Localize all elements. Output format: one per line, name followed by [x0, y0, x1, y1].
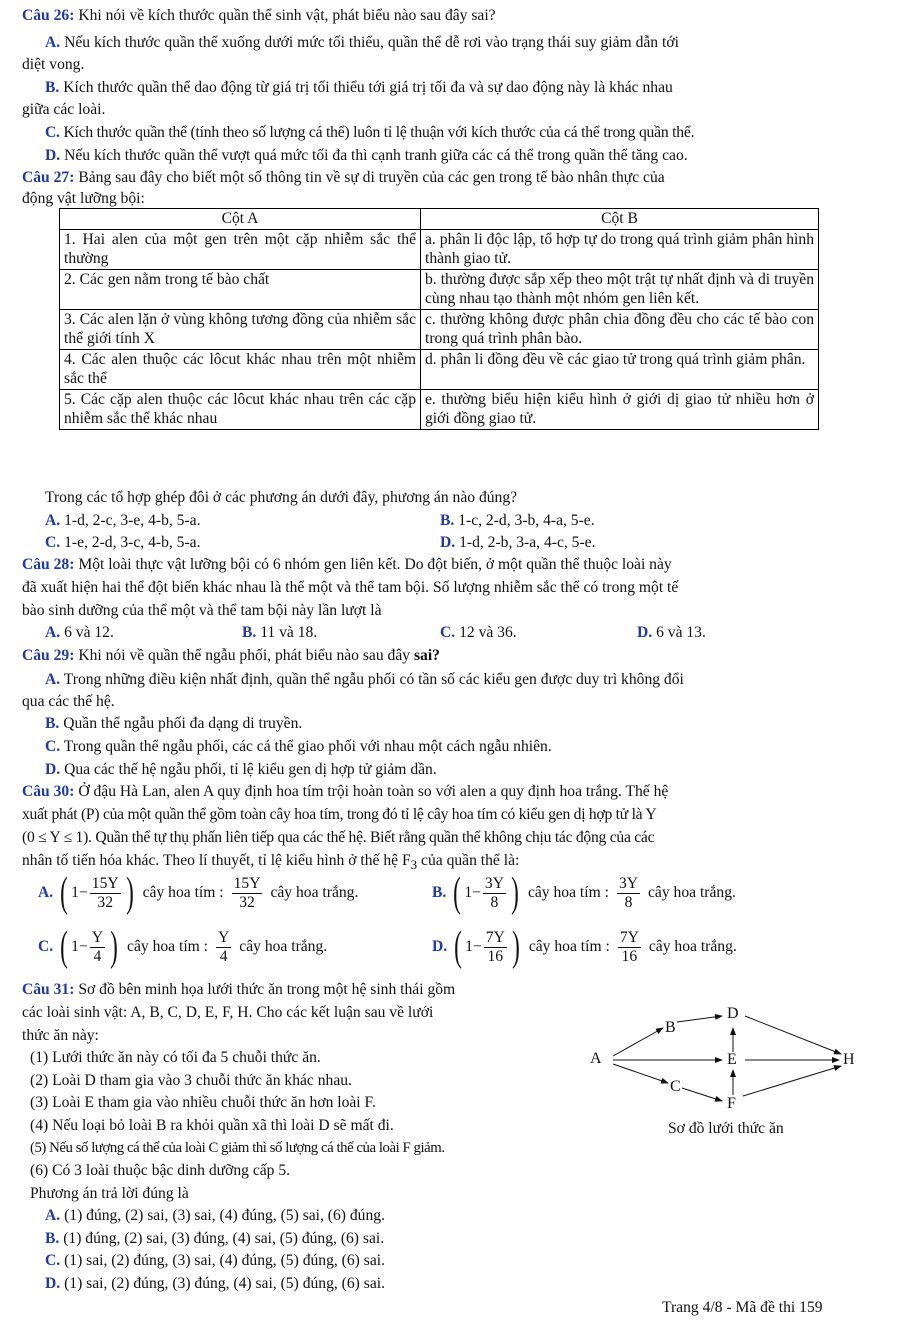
option-text: Trong những điều kiện nhất định, quần thể ngẫu phối có tần số các kiểu gen được duy trì không đổi [63, 671, 684, 688]
option-label: D. [45, 1275, 61, 1292]
white-label: cây hoa trắng. [270, 884, 359, 901]
q29-option-c [45, 737, 552, 756]
table-cell-a: 1. Hai alen của một gen trên một cặp nhiễm sắc thể thường [60, 229, 421, 269]
option-label: D. [637, 624, 653, 641]
q31-option-b [45, 1229, 384, 1248]
q30-option-d [432, 922, 737, 972]
q29-stem [22, 646, 440, 665]
q27-stem [22, 168, 665, 187]
table-cell-a: 5. Các cặp alen thuộc các lôcut khác nhau trên các cặp nhiễm sắc thể khác nhau [60, 389, 421, 429]
node-h: H [843, 1051, 855, 1068]
node-b: B [665, 1019, 676, 1036]
table-cell-b: b. thường được sắp xếp theo một trật tự nhất định và di truyền cùng nhau tạo thành một nhóm gen liên kết. [421, 269, 819, 309]
table-cell-b: d. phân li đồng đều về các giao tử trong quá trình giảm phân. [421, 349, 819, 389]
fraction [232, 875, 263, 912]
option-text: 6 và 12. [64, 624, 114, 641]
q27-stem-cont: động vật lưỡng bội: [22, 190, 145, 207]
denominator: 32 [97, 893, 113, 911]
option-text: (1) đúng, (2) sai, (3) sai, (4) đúng, (5) sai, (6) đúng. [64, 1207, 385, 1224]
fraction [483, 875, 506, 912]
q27-text: Bảng sau đây cho biết một số thông tin về sự di truyền của các gen trong tế bào nhân thực của [78, 169, 665, 186]
option-label: A. [45, 1207, 61, 1224]
q30-option-c [38, 922, 327, 972]
numerator: 3Y [618, 874, 639, 892]
q30-stem-cont-1: xuất phát (P) của một quần thể gồm toàn cây hoa tím, trong đó tỉ lệ cây hoa tím có kiểu gen dị hợp tử là Y [22, 806, 657, 823]
q31-statement-6: (6) Có 3 loài thuộc bậc dinh dưỡng cấp 5. [30, 1162, 291, 1179]
option-label: B. [440, 512, 455, 529]
minus-sign: − [78, 938, 88, 955]
numerator: 3Y [484, 874, 504, 892]
option-label: A. [45, 512, 61, 529]
fraction [617, 875, 640, 912]
diagram-caption: Sơ đồ lưới thức ăn [668, 1120, 784, 1137]
q28-label: Câu 28: [22, 556, 75, 573]
option-text: Nếu kích thước quần thể xuống dưới mức tối thiểu, quần thể dễ rơi vào trạng thái suy giảm dẫn tới [64, 34, 679, 51]
white-label: cây hoa trắng. [648, 938, 737, 955]
denominator: 8 [490, 893, 499, 911]
option-label: D. [45, 761, 61, 778]
table-cell-a: 4. Các alen thuộc các lôcut khác nhau trên một nhiễm sắc thể [60, 349, 421, 389]
option-text: Qua các thế hệ ngẫu phối, tỉ lệ kiểu gen dị hợp tử giảm dần. [64, 761, 437, 778]
q26-option-b [45, 78, 673, 97]
minus-sign: − [78, 884, 88, 901]
one: 1 [71, 884, 79, 901]
q30-text: Ở đậu Hà Lan, alen A quy định hoa tím trội hoàn toàn so với alen a quy định hoa trắng. Thế hệ [78, 783, 669, 800]
q28-stem-cont-1: đã xuất hiện hai thể đột biến khác nhau là thể một và thể tam bội. Số lượng nhiễm sắc thể có trong một tế [22, 579, 679, 596]
expression: ( 1 − $\frac{Y}{4}$ ) [60, 924, 118, 970]
table-cell-b: e. thường biểu hiện kiểu hình ở giới dị giao tử nhiều hơn ở giới đồng giao tử. [421, 389, 819, 429]
q31-statement-5: (5) Nếu số lượng cá thể của loài C giảm thì số lượng cá thể của loài F giảm. [30, 1140, 445, 1156]
node-e: E [727, 1051, 737, 1068]
q30-label: Câu 30: [22, 783, 75, 800]
table-row [60, 389, 819, 429]
q28-option-b [242, 623, 317, 642]
q31-option-d [45, 1274, 385, 1293]
white-label: cây hoa trắng. [239, 938, 328, 955]
q27-question: Trong các tổ hợp ghép đôi ở các phương án dưới đây, phương án nào đúng? [45, 489, 518, 506]
q29-text: Khi nói về quần thể ngẫu phối, phát biểu nào sau đây [78, 647, 411, 664]
white-label: cây hoa trắng. [648, 884, 736, 901]
purple-label: cây hoa tím : [142, 884, 224, 901]
q26-label: Câu 26: [22, 7, 75, 24]
numerator: 7Y [619, 928, 639, 946]
option-label: C. [45, 534, 61, 551]
q28-option-a [45, 623, 114, 642]
q29-option-b [45, 714, 302, 733]
option-label: A. [45, 671, 61, 688]
q30-text-part: của quần thể là: [421, 852, 520, 869]
option-text: 1-d, 2-c, 3-e, 4-b, 5-a. [64, 512, 201, 529]
q31-text: Sơ đồ bên minh họa lưới thức ăn trong một hệ sinh thái gồm [78, 981, 456, 998]
expression: ( 1 − $\frac{3Y}{8}$ ) [453, 870, 519, 916]
minus-sign: − [472, 884, 481, 901]
option-text: Kích thước quần thể (tính theo số lượng cá thể) luôn tỉ lệ thuận với kích thước của cá thể trong quần thể. [63, 124, 695, 141]
q26-stem [22, 6, 496, 25]
q28-stem-cont-2: bào sinh dưỡng của thể một và thể tam bội này lần lượt là [22, 602, 382, 619]
q26-option-d [45, 146, 688, 165]
q29-option-a [45, 670, 684, 689]
q30-stem-cont-2: (0 ≤ Y ≤ 1). Quần thể tự thụ phấn liên tiếp qua các thế hệ. Biết rằng quần thể không chịu tác động của các [22, 829, 655, 846]
table-cell-b: c. thường không được phân chia đồng đều cho các tế bào con trong quá trình phân bào. [421, 309, 819, 349]
edge-c-f [682, 1088, 722, 1101]
numerator: Y [218, 928, 230, 946]
expression: ( 1 − $\frac{7Y}{16}$ ) [454, 924, 520, 970]
option-text: 11 và 18. [260, 624, 318, 641]
q27-label: Câu 27: [22, 169, 75, 186]
q27-option-d [440, 533, 595, 552]
q30-option-a [38, 868, 358, 918]
numerator: 15Y [91, 874, 119, 892]
purple-label: cây hoa tím : [127, 938, 209, 955]
q27-option-a [45, 511, 200, 530]
q27-option-c [45, 533, 200, 552]
option-label: B. [432, 884, 447, 901]
option-text: 1-c, 2-d, 3-b, 4-a, 5-e. [458, 512, 595, 529]
q31-option-c [45, 1251, 385, 1270]
q31-option-a [45, 1206, 385, 1225]
denominator: 16 [621, 947, 638, 965]
q26-option-b-cont: giữa các loài. [22, 101, 106, 118]
table-cell-a: 2. Các gen nằm trong tế bào chất [60, 269, 421, 309]
one: 1 [71, 938, 79, 955]
option-text: Nếu kích thước quần thể vượt quá mức tối đa thì cạnh tranh giữa các cá thể trong quần thể tăng cao. [64, 147, 688, 164]
matching-table [59, 208, 819, 430]
fraction [90, 875, 121, 912]
q26-text: Khi nói về kích thước quần thể sinh vật, phát biểu nào sau đây sai? [78, 7, 496, 24]
option-label: D. [432, 938, 448, 955]
q31-stem-cont-1: các loài sinh vật: A, B, C, D, E, F, H. Cho các kết luận sau về lưới [22, 1004, 434, 1021]
table-header-row [60, 209, 819, 230]
fraction [618, 929, 641, 966]
page-footer: Trang 4/8 - Mã đề thi 159 [662, 1299, 823, 1316]
q31-label: Câu 31: [22, 981, 75, 998]
f3-subscript: 3 [410, 857, 418, 873]
option-text: (1) đúng, (2) sai, (3) đúng, (4) sai, (5) đúng, (6) sai. [63, 1230, 385, 1247]
q29-emphasis: sai? [413, 647, 440, 664]
q31-stem-cont-2: thức ăn này: [22, 1027, 99, 1044]
q31-statement-4: (4) Nếu loại bỏ loài B ra khỏi quần xã thì loài D sẽ mất đi. [30, 1117, 394, 1134]
q30-stem [22, 782, 668, 801]
q29-option-a-cont: qua các thế hệ. [22, 693, 115, 710]
option-label: C. [45, 1252, 61, 1269]
q26-option-a-cont: diệt vong. [22, 56, 85, 73]
purple-label: cây hoa tím : [527, 884, 609, 901]
option-text: Kích thước quần thể dao động từ giá trị tối thiểu tới giá trị tối đa và sự dao động này là khác nhau [63, 79, 673, 96]
edge-a-b [613, 1028, 663, 1056]
table-row [60, 229, 819, 269]
option-text: 1-d, 2-b, 3-a, 4-c, 5-e. [459, 534, 596, 551]
denominator: 8 [624, 893, 633, 911]
q28-option-c [440, 623, 517, 642]
option-label: B. [45, 715, 60, 732]
q28-stem [22, 555, 672, 574]
node-d: D [727, 1005, 739, 1022]
edge-b-d [677, 1016, 722, 1022]
q29-label: Câu 29: [22, 647, 75, 664]
one: 1 [464, 884, 473, 901]
option-text: 6 và 13. [656, 624, 706, 641]
q30-text-part: nhân tố tiến hóa khác. Theo lí thuyết, tỉ lệ kiểu hình ở thế hệ F [22, 852, 411, 869]
expression: ( 1 − $\frac{15Y}{32}$ ) [60, 870, 134, 916]
fraction [90, 929, 105, 966]
table-row [60, 269, 819, 309]
denominator: 4 [93, 947, 102, 965]
option-label: C. [440, 624, 456, 641]
q26-option-a [45, 33, 679, 52]
option-label: C. [45, 738, 61, 755]
denominator: 16 [487, 947, 504, 965]
option-label: C. [38, 938, 54, 955]
table-row [60, 349, 819, 389]
node-a: A [590, 1050, 602, 1067]
table-cell-b: a. phân li độc lập, tổ hợp tự do trong quá trình giảm phân hình thành giao tử. [421, 229, 819, 269]
option-label: A. [45, 624, 61, 641]
option-label: B. [45, 79, 60, 96]
option-text: (1) sai, (2) đúng, (3) đúng, (4) sai, (5) đúng, (6) sai. [64, 1275, 385, 1292]
option-label: B. [45, 1230, 60, 1247]
option-text: (1) sai, (2) đúng, (3) sai, (4) đúng, (5) đúng, (6) sai. [64, 1252, 385, 1269]
q31-statement-1: (1) Lưới thức ăn này có tối đa 5 chuỗi thức ăn. [30, 1049, 321, 1066]
q31-question: Phương án trả lời đúng là [30, 1185, 189, 1202]
q28-option-d [637, 623, 706, 642]
table-cell-a: 3. Các alen lặn ở vùng không tương đồng của nhiễm sắc thể giới tính X [60, 309, 421, 349]
food-web-diagram [585, 1000, 865, 1110]
option-label: D. [45, 147, 61, 164]
one: 1 [465, 938, 473, 955]
q26-option-c [45, 123, 694, 142]
purple-label: cây hoa tím : [528, 938, 610, 955]
node-f: F [727, 1095, 736, 1112]
q27-option-b [440, 511, 595, 530]
edge-f-h [743, 1066, 841, 1096]
column-a-header: Cột A [60, 209, 421, 230]
fraction [484, 929, 507, 966]
option-text: 1-e, 2-d, 3-c, 4-b, 5-a. [64, 534, 201, 551]
q29-option-d [45, 760, 437, 779]
denominator: 32 [239, 893, 255, 911]
denominator: 4 [219, 947, 228, 965]
column-b-header: Cột B [421, 209, 819, 230]
option-label: A. [38, 884, 54, 901]
q28-text: Một loài thực vật lưỡng bội có 6 nhóm gen liên kết. Do đột biến, ở một quần thể thuộc loài này [78, 556, 672, 573]
option-label: B. [242, 624, 257, 641]
option-label: C. [45, 124, 60, 141]
q31-stem [22, 980, 455, 999]
minus-sign: − [472, 938, 482, 955]
node-c: C [670, 1078, 681, 1095]
option-label: D. [440, 534, 456, 551]
option-text: Trong quần thể ngẫu phối, các cá thể giao phối với nhau một cách ngẫu nhiên. [63, 738, 552, 755]
option-label: A. [45, 34, 61, 51]
edge-a-c [613, 1064, 668, 1083]
table-row [60, 309, 819, 349]
numerator: Y [91, 928, 104, 946]
numerator: 7Y [485, 928, 505, 946]
option-text: Quần thể ngẫu phối đa dạng di truyền. [63, 715, 303, 732]
fraction [216, 929, 231, 966]
numerator: 15Y [233, 874, 261, 892]
edge-d-h [745, 1016, 841, 1054]
option-text: 12 và 36. [459, 624, 517, 641]
q30-option-b [432, 868, 736, 918]
q31-statement-2: (2) Loài D tham gia vào 3 chuỗi thức ăn khác nhau. [30, 1072, 352, 1089]
q31-statement-3: (3) Loài E tham gia vào nhiều chuỗi thức ăn hơn loài F. [30, 1094, 376, 1111]
